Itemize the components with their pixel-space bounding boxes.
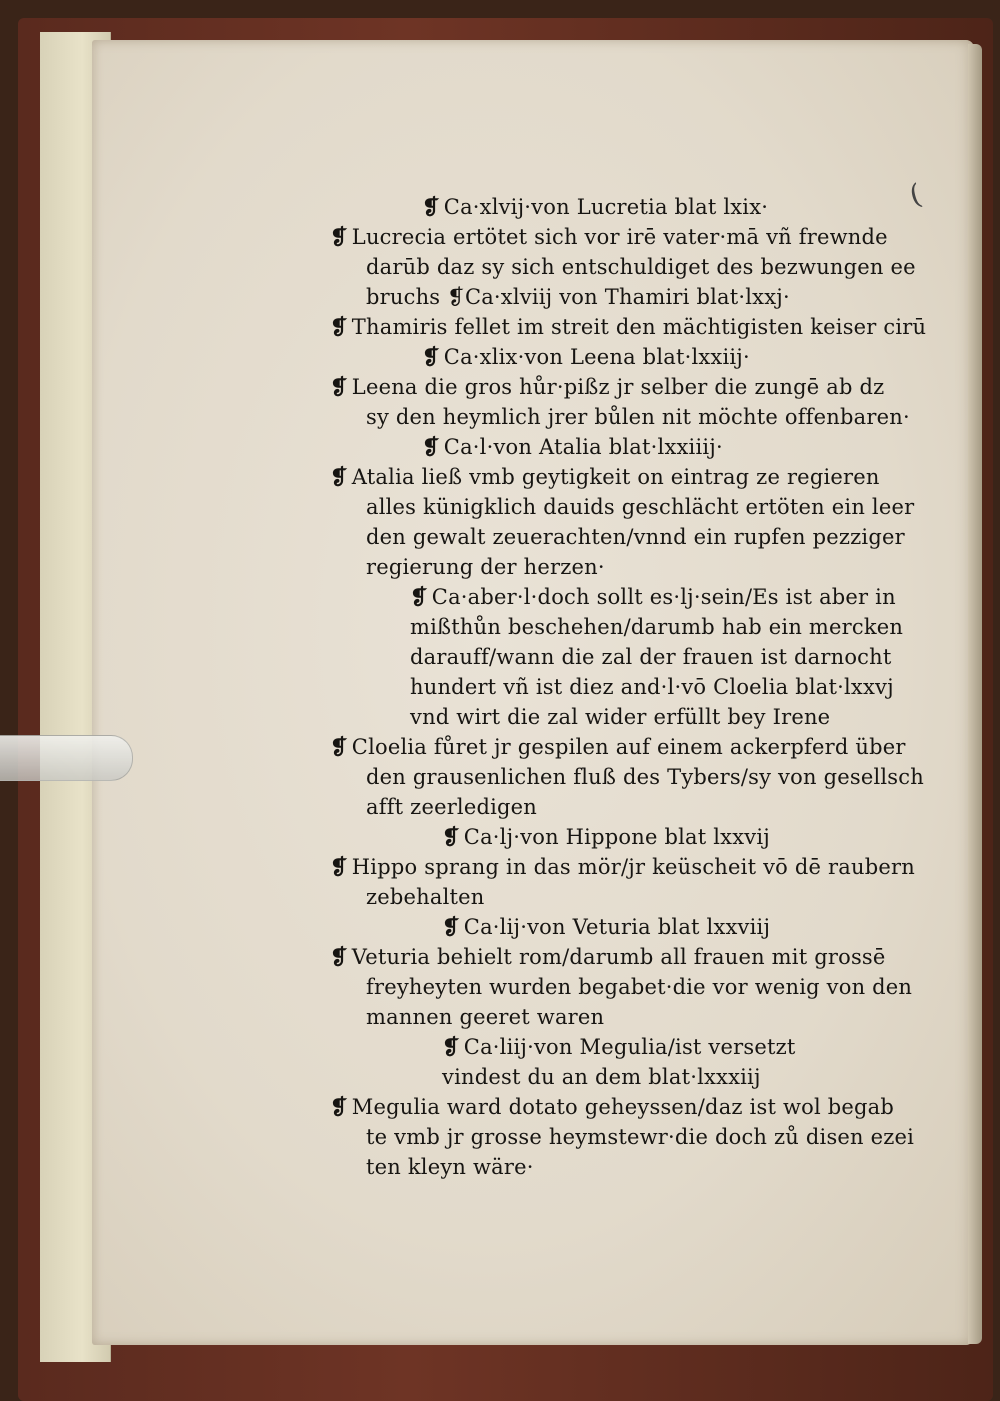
continuation-line: [330, 492, 915, 522]
line-text: freyheyten wurden begabet·die vor wenig von den: [366, 975, 913, 999]
continuation-line: [330, 972, 913, 1002]
continuation-line: [330, 1122, 915, 1152]
pilcrow-mark: ❡: [330, 734, 348, 759]
pilcrow-mark: ❡: [410, 584, 428, 609]
line-text: mannen geeret waren: [366, 1005, 605, 1029]
line-text: den grausenlichen fluß des Tybers/sy von gesellsch: [366, 765, 924, 789]
line-text: Cloelia fůret jr gespilen auf einem ackerpferd über: [351, 735, 906, 759]
line-text: sy den heymlich jrer bůlen nit möchte offenbaren·: [366, 405, 910, 429]
entry-line: [330, 372, 890, 402]
chapter-heading: [330, 432, 890, 462]
line-text: alles künigklich dauids geschlächt ertöten ein leer: [366, 495, 915, 519]
pilcrow-mark: ❡: [330, 464, 348, 489]
line-text: Veturia behielt rom/darumb all frauen mit grossē: [351, 945, 886, 969]
continuation-line: [330, 402, 910, 432]
line-text: vindest du an dem blat·lxxxiij: [442, 1065, 761, 1089]
line-text: mißthůn beschehen/darumb hab ein mercken: [410, 615, 904, 639]
chapter-heading: [330, 912, 890, 942]
pilcrow-mark: ❡: [330, 944, 348, 969]
pilcrow-mark: ❡: [422, 194, 440, 219]
line-text: Ca·lij·von Veturia blat lxxviij: [463, 915, 771, 939]
pilcrow-mark: ❡: [330, 374, 348, 399]
line-text: Megulia ward dotato geheyssen/daz ist wol begab: [351, 1095, 895, 1119]
line-text: Ca·l·von Atalia blat·lxxiiij·: [443, 435, 723, 459]
continuation-line: [330, 642, 890, 672]
continuation-line: [330, 762, 924, 792]
line-text: Ca·liij·von Megulia/ist versetzt: [463, 1035, 796, 1059]
line-text: Ca·lj·von Hippone blat lxxvij: [463, 825, 770, 849]
line-text: ten kleyn wäre·: [366, 1155, 534, 1179]
continuation-line: [330, 672, 894, 702]
continuation-line: [330, 1062, 890, 1092]
pilcrow-mark: ❡: [330, 224, 348, 249]
chapter-heading: [330, 192, 890, 222]
entry-line: [330, 462, 890, 492]
line-text: darauff/wann die zal der frauen ist darnocht: [410, 645, 892, 669]
continuation-line: [330, 522, 905, 552]
continuation-line: [330, 282, 890, 312]
line-text: Ca·xlvij·von Lucretia blat lxix·: [443, 195, 769, 219]
entry-line: [330, 222, 890, 252]
entry-line: [330, 732, 906, 762]
chapter-heading: [330, 1032, 890, 1062]
line-text: den gewalt zeuerachten/vnnd ein rupfen pezziger: [366, 525, 905, 549]
continuation-line: [330, 612, 904, 642]
entry-line: [330, 1092, 895, 1122]
pilcrow-mark: ❡: [442, 1034, 460, 1059]
pilcrow-mark: ❡: [422, 434, 440, 459]
continuation-line: [330, 702, 890, 732]
continuation-line: [330, 552, 890, 582]
continuation-line: [330, 1152, 890, 1182]
continuation-line: [330, 792, 890, 822]
line-text: te vmb jr grosse heymstewr·die doch zů disen ezei: [366, 1125, 915, 1149]
pilcrow-mark: ❡: [330, 854, 348, 879]
bookmark-strip: [0, 735, 133, 781]
line-text: hundert vñ ist diez and·l·vō Cloelia blat·lxxvj: [410, 675, 894, 699]
line-text: Atalia ließ vmb geytigkeit on eintrag ze regieren: [351, 465, 880, 489]
entry-line: [330, 312, 927, 342]
pilcrow-mark: ❡: [330, 1094, 348, 1119]
line-text: regierung der herzen·: [366, 555, 605, 579]
line-text: darūb daz sy sich entschuldiget des bezwungen ee: [366, 255, 916, 279]
continuation-line: [330, 252, 916, 282]
page-edge: [968, 44, 982, 1344]
pilcrow-mark: ❡: [330, 314, 348, 339]
line-text: Thamiris fellet im streit den mächtigisten keiser cirū: [351, 315, 927, 339]
line-text: zebehalten: [366, 885, 485, 909]
continuation-line: [330, 1002, 890, 1032]
page-text: [330, 192, 927, 1182]
line-text: Ca·aber·l·doch sollt es·lj·sein/Es ist aber in: [431, 585, 896, 609]
pilcrow-mark: ❡: [442, 824, 460, 849]
margin-mark: (: [905, 177, 926, 212]
pilcrow-mark: ❡: [422, 344, 440, 369]
entry-line: [330, 852, 915, 882]
continuation-line: [330, 882, 890, 912]
chapter-heading: [330, 582, 896, 612]
line-text: bruchs ❡Ca·xlviij von Thamiri blat·lxxj·: [366, 285, 790, 309]
line-text: Leena die gros hůr·pißz jr selber die zungē ab dz: [351, 375, 885, 399]
pilcrow-mark: ❡: [442, 914, 460, 939]
chapter-heading: [330, 822, 890, 852]
entry-line: [330, 942, 890, 972]
chapter-heading: [330, 342, 890, 372]
line-text: Lucrecia ertötet sich vor irē vater·mā vñ frewnde: [351, 225, 888, 249]
line-text: Ca·xlix·von Leena blat·lxxiij·: [443, 345, 750, 369]
line-text: Hippo sprang in das mör/jr keüscheit vō dē raubern: [351, 855, 915, 879]
line-text: afft zeerledigen: [366, 795, 538, 819]
line-text: vnd wirt die zal wider erfüllt bey Irene: [410, 705, 831, 729]
